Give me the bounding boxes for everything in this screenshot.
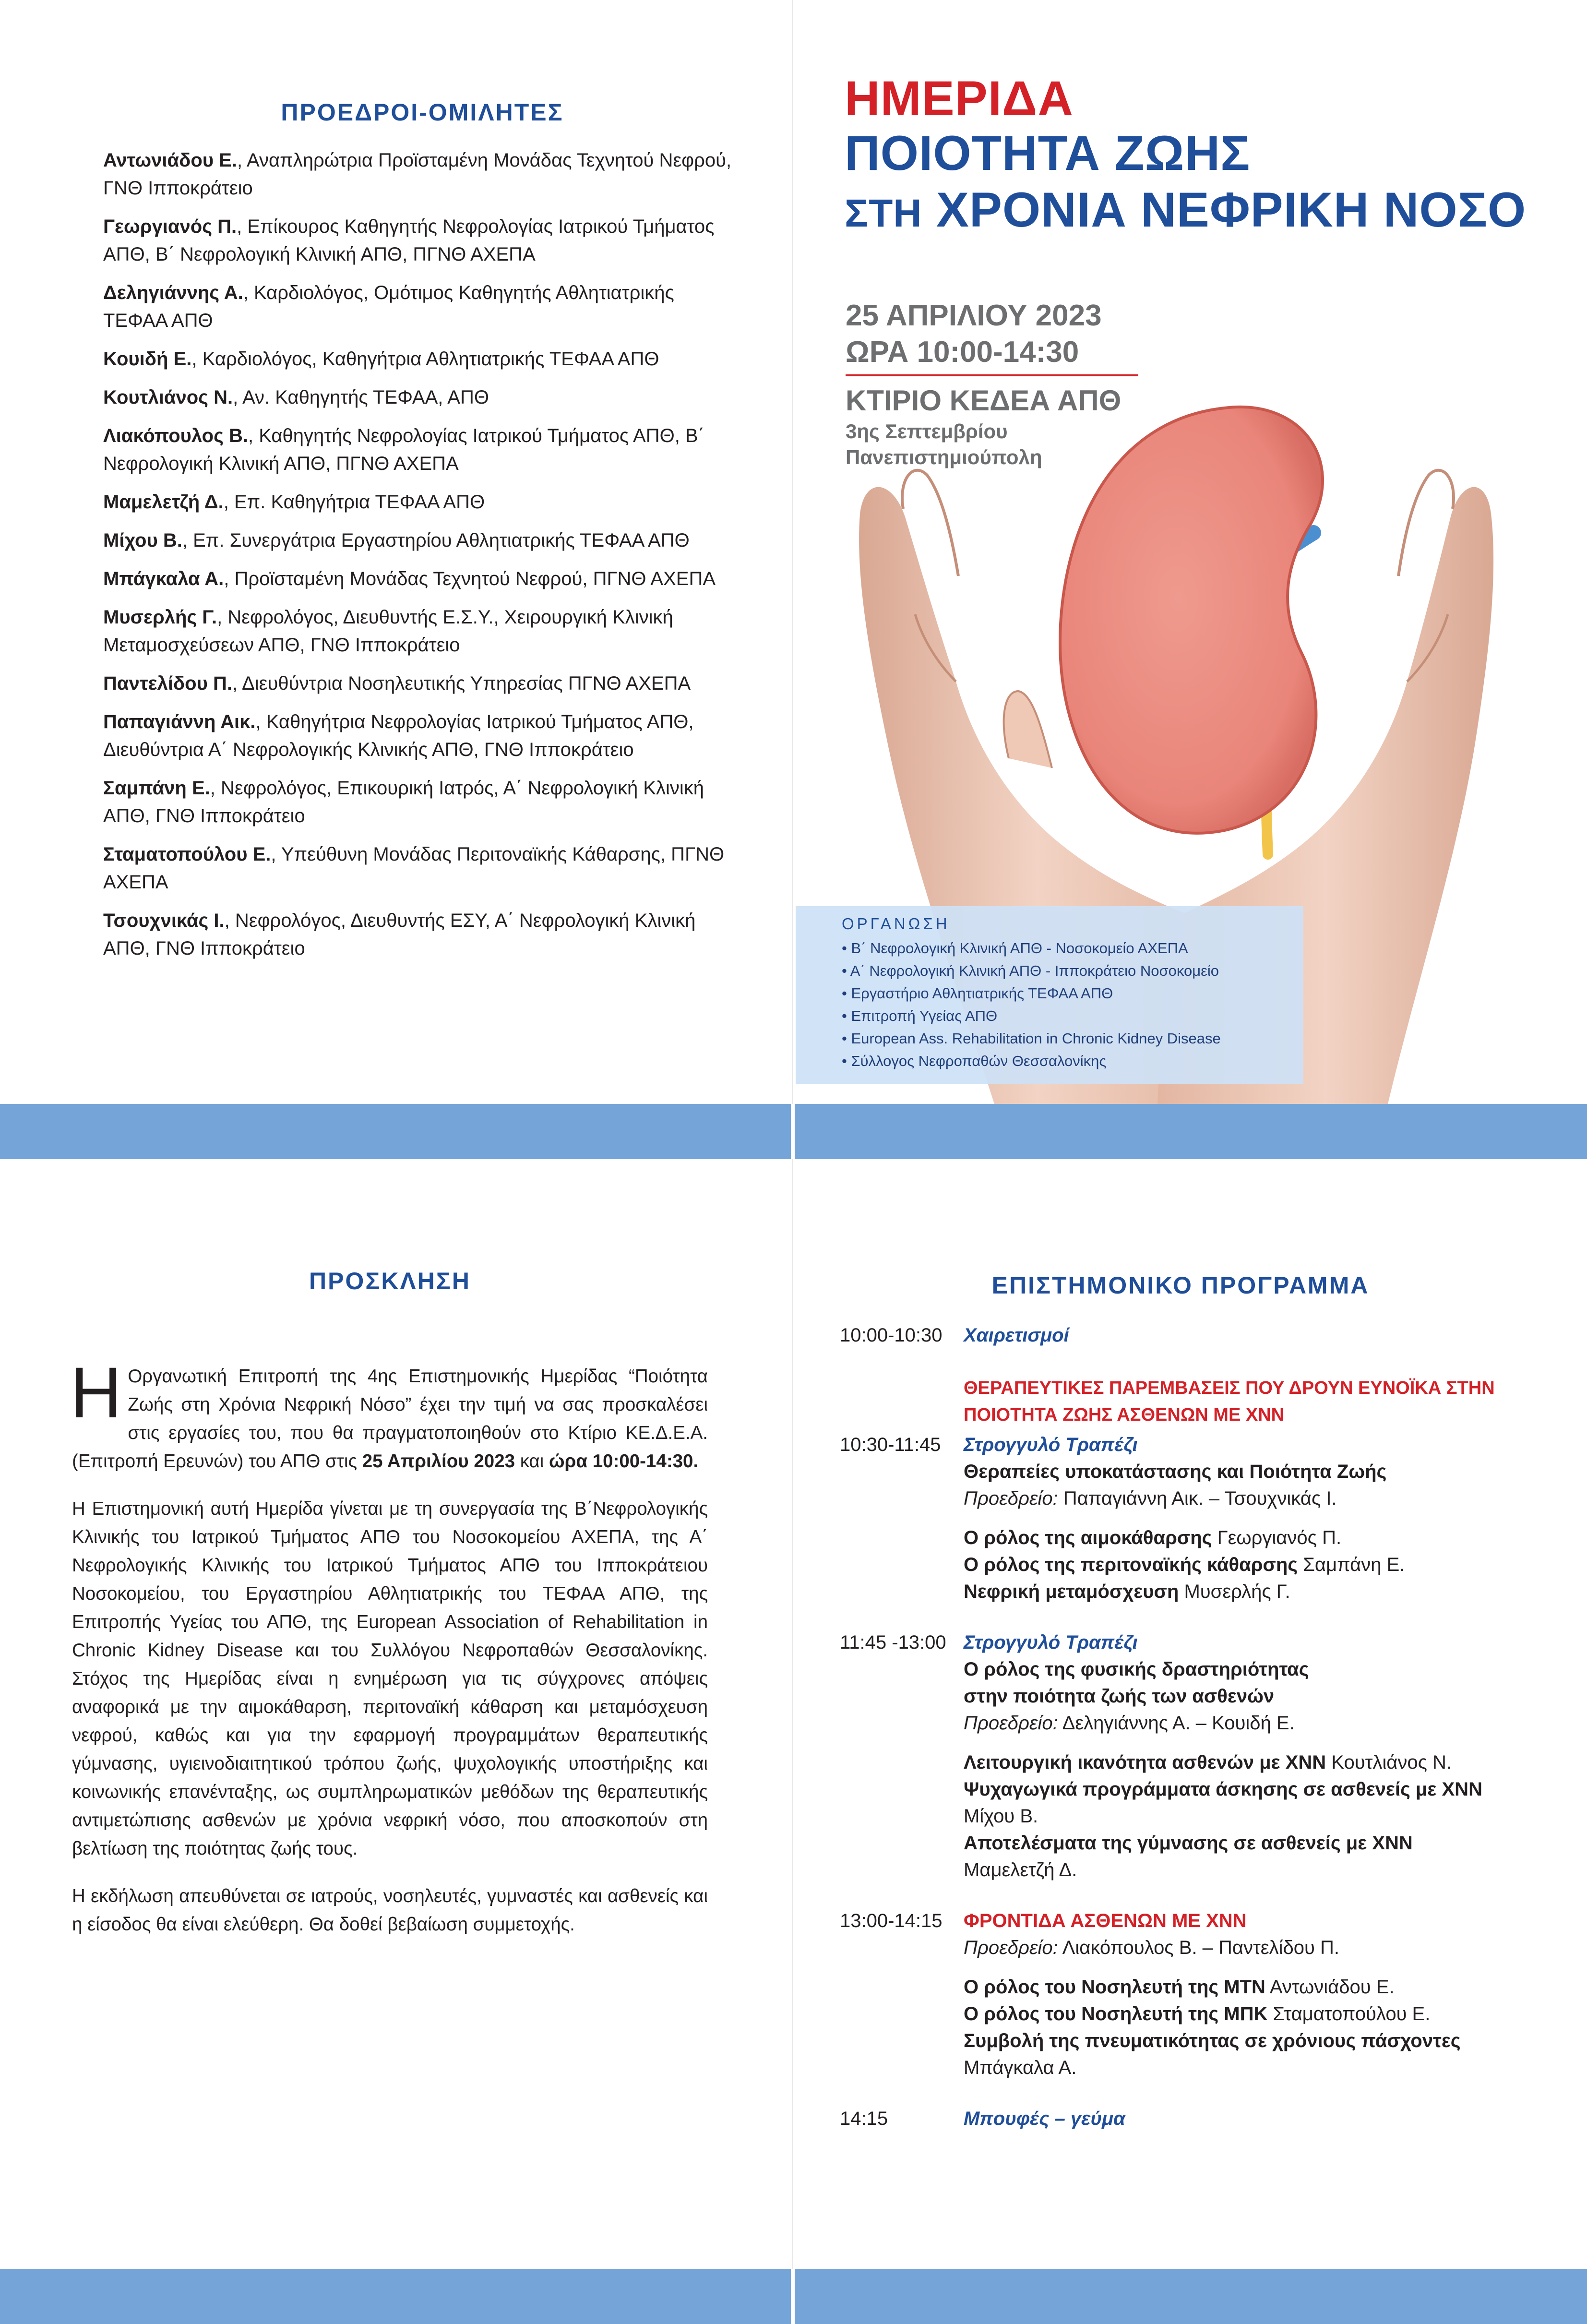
speaker-name: Λιακόπουλος Β. (103, 425, 249, 446)
speaker-role: , Καθηγητής Νεφρολογίας Ιατρικού Τμήματος ΑΠΘ, Β΄ Νεφρολογική Κλινική ΑΠΘ, ΠΓΝΘ ΑΧΕΠΑ (103, 425, 704, 474)
time-slot: 13:00-14:15 (840, 1910, 943, 1931)
cover-title-line3 (845, 181, 1564, 242)
red-divider (846, 374, 1138, 376)
session-title: Χαιρετισμοί (964, 1325, 1069, 1346)
talk (964, 1551, 1521, 1578)
talk-speaker: Μυσερλής Γ. (1179, 1581, 1290, 1602)
session-subtitle: Θεραπείες υποκατάστασης και Ποιότητα Ζωής (964, 1461, 1387, 1482)
cover-title-line1: ΗΜΕΡΙΔΑ (845, 71, 1074, 126)
talk-title: Συμβολή της πνευματικότητας σε χρόνιους πάσχοντες (964, 2030, 1461, 2051)
time-slot: 11:45 -13:00 (840, 1632, 946, 1653)
speaker-entry (103, 840, 741, 896)
session-chairs (964, 1485, 1521, 1512)
speaker-name: Δεληγιάννης Α. (103, 282, 243, 303)
talk-title: Ο ρόλος του Νοσηλευτή της ΜΠΚ (964, 2003, 1268, 2025)
program-row-session4 (840, 1907, 1521, 2081)
speaker-name: Σταματοπούλου Ε. (103, 844, 271, 865)
session-title: Στρογγυλό Τραπέζι (964, 1434, 1138, 1455)
speaker-role: , Επ. Καθηγήτρια ΤΕΦΑΑ ΑΠΘ (223, 491, 485, 513)
speaker-name: Σαμπάνη Ε. (103, 778, 210, 799)
chairs-names: Παπαγιάννη Αικ. – Τσουχνικάς Ι. (1058, 1488, 1337, 1509)
talk (964, 2001, 1521, 2027)
speaker-name: Μυσερλής Γ. (103, 607, 217, 628)
talk (964, 1974, 1521, 2001)
program-theme (840, 1375, 1521, 1428)
venue-address-line1: 3ης Σεπτεμβρίου (846, 420, 1008, 443)
event-time: ΩΡΑ 10:00-14:30 (846, 335, 1079, 369)
talk-speaker: Σαμπάνη Ε. (1298, 1554, 1405, 1575)
talk (964, 1524, 1521, 1551)
speaker-role: , Νεφρολόγος, Διευθυντής Ε.Σ.Υ., Χειρουργική Κλινική Μεταμοσχεύσεων ΑΠΘ, ΓΝΘ Ιπποκράτειο (103, 607, 673, 656)
talk-speaker: Γεωργιανός Π. (1212, 1527, 1342, 1548)
time-slot: 10:30-11:45 (840, 1434, 941, 1455)
organizer-item: • Α΄ Νεφρολογική Κλινική ΑΠΘ - Ιπποκράτειο Νοσοκομείο (842, 962, 1219, 979)
kidney-icon (1060, 407, 1323, 833)
speaker-entry (103, 774, 741, 830)
program-row-session2 (840, 1431, 1521, 1605)
speaker-role: , Επ. Συνεργάτρια Εργαστηρίου Αθλητιατρικής ΤΕΦΑΑ ΑΠΘ (182, 530, 690, 551)
speaker-role: , Υπεύθυνη Μονάδας Περιτοναϊκής Κάθαρσης, ΠΓΝΘ ΑΧΕΠΑ (103, 844, 725, 893)
chairs-names: Δεληγιάννης Α. – Κουιδή Ε. (1058, 1713, 1295, 1734)
speaker-entry (103, 708, 741, 764)
session-subtitle: Ο ρόλος της φυσικής δραστηριότητας (964, 1659, 1309, 1680)
session-title: ΦΡΟΝΤΙΔΑ ΑΣΘΕΝΩΝ ΜΕ ΧΝΝ (964, 1910, 1247, 1931)
cover-title-line3-rest: ΧΡΟΝΙΑ ΝΕΦΡΙΚΗ ΝΟΣΟ (922, 182, 1527, 237)
talk (964, 1749, 1521, 1776)
speaker-role: , Νεφρολόγος, Διευθυντής ΕΣΥ, Α΄ Νεφρολογική Κλινική ΑΠΘ, ΓΝΘ Ιπποκράτειο (103, 910, 696, 959)
speaker-role: , Νεφρολόγος, Επικουρική Ιατρός, Α΄ Νεφρολογική Κλινική ΑΠΘ, ΓΝΘ Ιπποκράτειο (103, 778, 704, 827)
talk-title: Αποτελέσματα της γύμνασης σε ασθενείς με ΧΝΝ (964, 1833, 1413, 1854)
speaker-role: , Αναπληρώτρια Προϊσταμένη Μονάδας Τεχνητού Νεφρού, ΓΝΘ Ιπποκράτειο (103, 150, 732, 199)
organizer-item: • Επιτροπή Υγείας ΑΠΘ (842, 1007, 998, 1024)
speaker-name: Κουτλιάνος Ν. (103, 387, 233, 408)
chairs-label: Προεδρείο: (964, 1488, 1058, 1509)
talk-speaker: Κουτλιάνος Ν. (1326, 1752, 1452, 1773)
speaker-entry (103, 146, 741, 202)
speaker-name: Αντωνιάδου Ε. (103, 150, 238, 171)
speaker-entry (103, 603, 741, 659)
invitation-title: ΠΡΟΣΚΛΗΣΗ (309, 1268, 471, 1294)
talk-title: Ο ρόλος της περιτοναϊκής κάθαρσης (964, 1554, 1298, 1575)
theme-title: ΘΕΡΑΠΕΥΤΙΚΕΣ ΠΑΡΕΜΒΑΣΕΙΣ ΠΟΥ ΔΡΟΥΝ ΕΥΝΟΪΚΑ ΣΤΗΝ ΠΟΙΟΤΗΤΑ ΖΩΗΣ ΑΣΘΕΝΩΝ ΜΕ ΧΝΝ (964, 1378, 1495, 1425)
middle-band (0, 1104, 1587, 1159)
invitation-p1-text: Οργανωτική Επιτροπή της 4ης Επιστημονικής Ημερίδας “Ποιότητα Ζωής στη Χρόνια Νεφρική Νόσο” έχει την τιμή να σας προσκαλέσει στις εργασίες του, που θα πραγματοποιηθούν στο Κτίριο ΚΕ.Δ.Ε.Α. (Επιτροπή Ερευνών) του ΑΠΘ στις (72, 1366, 708, 1472)
speaker-role: , Αν. Καθηγητής ΤΕΦΑΑ, ΑΠΘ (233, 387, 489, 408)
event-date: 25 ΑΠΡΙΛΙΟΥ 2023 (846, 299, 1102, 332)
organizer-item: • Β΄ Νεφρολογική Κλινική ΑΠΘ - Νοσοκομείο ΑΧΕΠΑ (842, 940, 1188, 957)
session-chairs (964, 1710, 1521, 1737)
speaker-entry (103, 383, 741, 411)
talk-title: Νεφρική μεταμόσχευση (964, 1581, 1179, 1602)
cover-title-line3-prefix: ΣΤΗ (845, 192, 922, 235)
event-venue: ΚΤΙΡΙΟ ΚΕΔΕΑ ΑΠΘ (846, 384, 1122, 417)
session-chairs (964, 1934, 1521, 1961)
talk-title: Ψυχαγωγικά προγράμματα άσκησης σε ασθενείς με ΧΝΝ (964, 1779, 1482, 1800)
speaker-role: , Επίκουρος Καθηγητής Νεφρολογίας Ιατρικού Τμήματος ΑΠΘ, Β΄ Νεφρολογική Κλινική ΑΠΘ, ΠΓΝΘ ΑΧΕΠΑ (103, 216, 715, 265)
bottom-band (0, 2269, 1587, 2324)
speaker-role: , Καρδιολόγος, Καθηγήτρια Αθλητιατρικής ΤΕΦΑΑ ΑΠΘ (191, 348, 659, 370)
organizer-item: • European Ass. Rehabilitation in Chronic Kidney Disease (842, 1030, 1221, 1047)
venue-address-line2: Πανεπιστημιούπολη (846, 446, 1042, 468)
invitation-paragraph-2: Η Επιστημονική αυτή Ημερίδα γίνεται με τη συνεργασία της Β΄Νεφρολογικής Κλινικής του Ιατρικού Τμήματος ΑΠΘ του Νοσοκομείου ΑΧΕΠΑ, της Α΄ Νεφρολογικής Κλινικής του Ιατρικού Τμήματος ΑΠΘ του Ιπποκράτειου Νοσοκομείου, του Εργαστηρίου Αθλητιατρικής του ΤΕΦΑΑ ΑΠΘ, της Επιτροπής Υγείας του ΑΠΘ, της European Association of Rehabilitation in Chronic Kidney Disease και του Συλλόγου Νεφροπαθών Θεσσαλονίκης. Στόχος της Ημερίδας είναι η ενημέρωση για τις σύγχρονες απόψεις αναφορικά με την αιμοκάθαρση, περιτοναϊκή κάθαρση και μεταμόσχευση νεφρού, καθώς και για την εφαρμογή προγραμμάτων θεραπευτικής γύμνασης, υγιεινοδιαιτητικού τρόπου ζωής, ψυχολογικής υποστήριξης και κοινωνικής επανένταξης, ως συμπληρωματικών μεθόδων της θεραπευτικής αντιμετώπισης ασθενών με χρόνια νεφρική νόσο, που αποσκοπούν στη βελτίωση της ποιότητας ζωής τους. (72, 1498, 708, 1859)
speaker-entry (103, 670, 741, 697)
speaker-name: Παπαγιάννη Αικ. (103, 711, 256, 732)
speaker-role: , Καθηγήτρια Νεφρολογίας Ιατρικού Τμήματος ΑΠΘ, Διευθύντρια Α΄ Νεφρολογικής Κλινικής ΑΠΘ, ΓΝΘ Ιπποκράτειο (103, 711, 694, 760)
session-title: Στρογγυλό Τραπέζι (964, 1632, 1138, 1653)
invitation-paragraph-3: Η εκδήλωση απευθύνεται σε ιατρούς, νοσηλευτές, γυμναστές και ασθενείς και η είσοδος θα είναι ελεύθερη. Θα δοθεί βεβαίωση συμμετοχής. (72, 1886, 708, 1935)
program-panel (840, 1272, 1521, 2132)
session-subtitle: στην ποιότητα ζωής των ασθενών (964, 1686, 1275, 1707)
talk-title: Ο ρόλος της αιμοκάθαρσης (964, 1527, 1212, 1548)
speaker-name: Γεωργιανός Π. (103, 216, 237, 237)
speaker-entry (103, 527, 741, 554)
talk-speaker: Μίχου Β. (964, 1806, 1038, 1827)
organizers-box (796, 906, 1303, 1084)
time-slot: 14:15 (840, 2108, 888, 2129)
chairs-names: Λιακόπουλος Β. – Παντελίδου Π. (1058, 1937, 1339, 1958)
event-info (846, 298, 1277, 470)
program-row-lunch (840, 2105, 1521, 2132)
talk-title: Λειτουργική ικανότητα ασθενών με ΧΝΝ (964, 1752, 1326, 1773)
invitation-p1-time: ώρα 10:00-14:30. (549, 1451, 699, 1472)
chairs-label: Προεδρείο: (964, 1937, 1058, 1958)
speaker-name: Παντελίδου Π. (103, 673, 233, 694)
invitation-panel (72, 1267, 708, 1958)
talk-title: Ο ρόλος του Νοσηλευτή της ΜΤΝ (964, 1977, 1265, 1998)
talk (964, 1578, 1521, 1605)
speakers-title: ΠΡΟΕΔΡΟΙ-ΟΜΙΛΗΤΕΣ (281, 99, 564, 126)
talk-speaker: Μπάγκαλα Α. (964, 2057, 1077, 2078)
cover-title-line2: ΠΟΙΟΤΗΤΑ ΖΩΗΣ (845, 126, 1251, 180)
dropcap: Η (70, 1352, 122, 1433)
organizers-title: ΟΡΓΑΝΩΣΗ (842, 915, 950, 933)
program-row-session3 (840, 1629, 1521, 1883)
chairs-label: Προεδρείο: (964, 1713, 1058, 1734)
cover-title (845, 72, 1564, 242)
talk-speaker: Μαμελετζή Δ. (964, 1859, 1077, 1881)
invitation-paragraph-1 (70, 1352, 708, 1475)
speaker-name: Τσουχνικάς Ι. (103, 910, 225, 931)
speaker-role: , Προϊσταμένη Μονάδας Τεχνητού Νεφρού, ΠΓΝΘ ΑΧΕΠΑ (224, 568, 716, 589)
speaker-name: Μαμελετζή Δ. (103, 491, 224, 513)
speaker-entry (103, 488, 741, 516)
session-title: Μπουφές – γεύμα (964, 2108, 1125, 2129)
speaker-name: Μπάγκαλα Α. (103, 568, 224, 589)
speakers-panel (103, 98, 741, 973)
speaker-name: Κουιδή Ε. (103, 348, 192, 370)
organizer-item: • Σύλλογος Νεφροπαθών Θεσσαλονίκης (842, 1053, 1107, 1069)
speaker-entry (103, 213, 741, 268)
invitation-p1-and: και (515, 1451, 549, 1472)
speaker-list (103, 146, 741, 962)
program-row-welcome (840, 1322, 1521, 1349)
time-slot: 10:00-10:30 (840, 1325, 943, 1346)
organizer-item: • Εργαστήριο Αθλητιατρικής ΤΕΦΑΑ ΑΠΘ (842, 985, 1113, 1002)
speaker-entry (103, 565, 741, 593)
speaker-name: Μίχου Β. (103, 530, 182, 551)
speaker-entry (103, 345, 741, 373)
speaker-role: , Καρδιολόγος, Ομότιμος Καθηγητής Αθλητιατρικής ΤΕΦΑΑ ΑΠΘ (103, 282, 674, 331)
program-title: ΕΠΙΣΤΗΜΟΝΙΚΟ ΠΡΟΓΡΑΜΜΑ (991, 1272, 1370, 1299)
speaker-entry (103, 907, 741, 962)
talk-speaker: Σταματοπούλου Ε. (1267, 2003, 1431, 2025)
organizers-list (842, 937, 1303, 1072)
talk-speaker: Αντωνιάδου Ε. (1265, 1977, 1395, 1998)
invitation-p1-date: 25 Απριλίου 2023 (362, 1451, 515, 1472)
speaker-entry (103, 279, 741, 335)
speaker-role: , Διευθύντρια Νοσηλευτικής Υπηρεσίας ΠΓΝΘ ΑΧΕΠΑ (232, 673, 691, 694)
speaker-entry (103, 422, 741, 478)
